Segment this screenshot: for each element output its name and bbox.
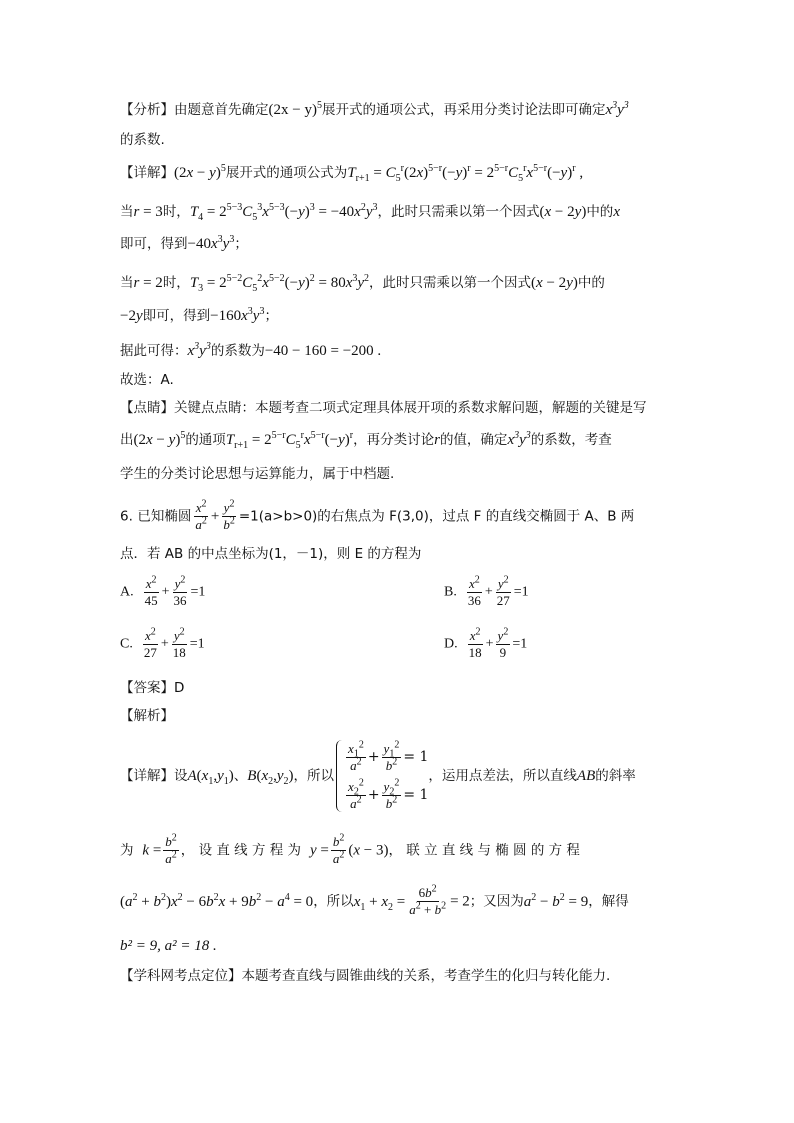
detail-line-1: 【详解】$(2x - y)^5$展开式的通项公式为$T_{r+1} = C_5^r(2x)^{5-r}(-y)^r = 2^{5-r}C_5^rx^{5-r}(-y)^r$ , xyxy=(120,163,584,184)
knowledge-point-tag: 【学科网考点定位】 xyxy=(120,968,242,984)
detail-line-3: 即可，得到$-40x^3y^3$； xyxy=(120,234,248,252)
question-6-stem-1: 6. 已知椭圆 $\frac{x^2}{a^2}$ + $\frac{y^2}{b^2}$ =1(a>b>0)的右焦点为 F(3,0)，过点 F 的直线交椭圆于 A、B 两 xyxy=(120,498,635,532)
answer-tag: 【答案】 xyxy=(120,680,174,696)
key-point-tag: 【点睛】 xyxy=(120,400,174,416)
answer-line xyxy=(120,678,184,698)
detail-line-5: −2y即可，得到$-160x^3y^3$； xyxy=(120,306,278,324)
option-b[interactable]: B. $\frac{x^2}{36}$ + $\frac{y^2}{27}$ =1 xyxy=(444,574,529,608)
analysis-heading: 【解析】 xyxy=(120,708,174,724)
analysis-line-2: 的系数. xyxy=(120,132,165,148)
answer-value: D xyxy=(174,680,185,696)
answer-choice-line: 故选：A. xyxy=(120,372,174,388)
option-d[interactable]: D. $\frac{x^2}{18}$ + $\frac{y^2}{9}$ =1 xyxy=(444,626,528,660)
analysis-line-1: 【分析】由题意首先确定$(2x - y)^5$展开式的通项公式，再采用分类讨论法即可确定$x^3y^3$ xyxy=(120,100,629,118)
option-c[interactable]: C. $\frac{x^2}{27}$ + $\frac{y^2}{18}$ =1 xyxy=(120,626,205,660)
key-point-line-3: 学生的分类讨论思想与运算能力，属于中档题. xyxy=(120,466,395,482)
detail-line-result: b² = 9, a² = 18 . xyxy=(120,938,217,954)
key-point-line-1: 【点睛】关键点点睛：本题考查二项式定理具体展开项的系数求解问题，解题的关键是写 xyxy=(120,400,647,416)
detail-line-quadratic: $(a^2 + b^2)x^2 - 6b^2x + 9b^2 - a^4 = 0$，所以$x_1 + x_2$ = $\frac{6b^2}{a^2 + b^2}$ = 2；又因为$a^2 - b^2 = 9$，解得 xyxy=(120,883,629,917)
equation-system: $\frac{x_1^2}{a^2}$ + $\frac{y_1^2}{b^2}$ = 1 $\frac{x_2^2}{a^2}$ + $\frac{y_2^2}{b^2}$ = 1 xyxy=(334,738,428,814)
conclusion-line: 据此可得：$x^3y^3$的系数为−40 − 160 = −200 . xyxy=(120,341,382,359)
detail-line-2: 当r = 3时，$T_4 = 2^{5-3}C_5^3x^{5-3}(-y)^3 = -40x^2y^3$，此时只需乘以第一个因式(x − 2y)中的x xyxy=(120,202,620,223)
detail-system-line: 【详解】 设 $A(x_1,y_1)$ 、 $B(x_2,y_2)$ ，所以 $\frac{x_1^2}{a^2}$ + $\frac{y_1^2}{b^2}$ = 1 $\frac{x_2^2}{a^2}$ + $\frac{y_2^2}{b^2}$ = 1 ，运用点差法，所以直线 AB 的斜率 xyxy=(120,736,636,816)
analysis-tag: 【分析】 xyxy=(120,102,174,118)
option-a[interactable]: A. $\frac{x^2}{45}$ + $\frac{y^2}{36}$ =1 xyxy=(120,574,206,608)
question-6-stem-2: 点．若 AB 的中点坐标为(1，－1)，则 E 的方程为 xyxy=(120,546,422,562)
detail-tag: 【详解】 xyxy=(120,165,174,181)
detail-line-slope: 为 k = $\frac{b^2}{a^2}$ ， 设 直 线 方 程 为 y = $\frac{b^2}{a^2}$ (x − 3)， 联 立 直 线 与 椭 圆 的 方 程 xyxy=(120,832,580,866)
detail-line-4: 当r = 2时，$T_3 = 2^{5-2}C_5^2x^{5-2}(-y)^2 = 80x^3y^2$，此时只需乘以第一个因式(x − 2y)中的 xyxy=(120,273,605,294)
key-point-line-2: 出$(2x - y)^5$的通项$T_{r+1} = 2^{5-r}C_5^rx^{5-r}(-y)^r$，再分类讨论r的值，确定$x^3y^3$的系数，考查 xyxy=(120,430,612,451)
question-number: 6. xyxy=(120,508,133,525)
knowledge-point-line: 【学科网考点定位】本题考查直线与圆锥曲线的关系，考查学生的化归与转化能力. xyxy=(120,968,611,984)
